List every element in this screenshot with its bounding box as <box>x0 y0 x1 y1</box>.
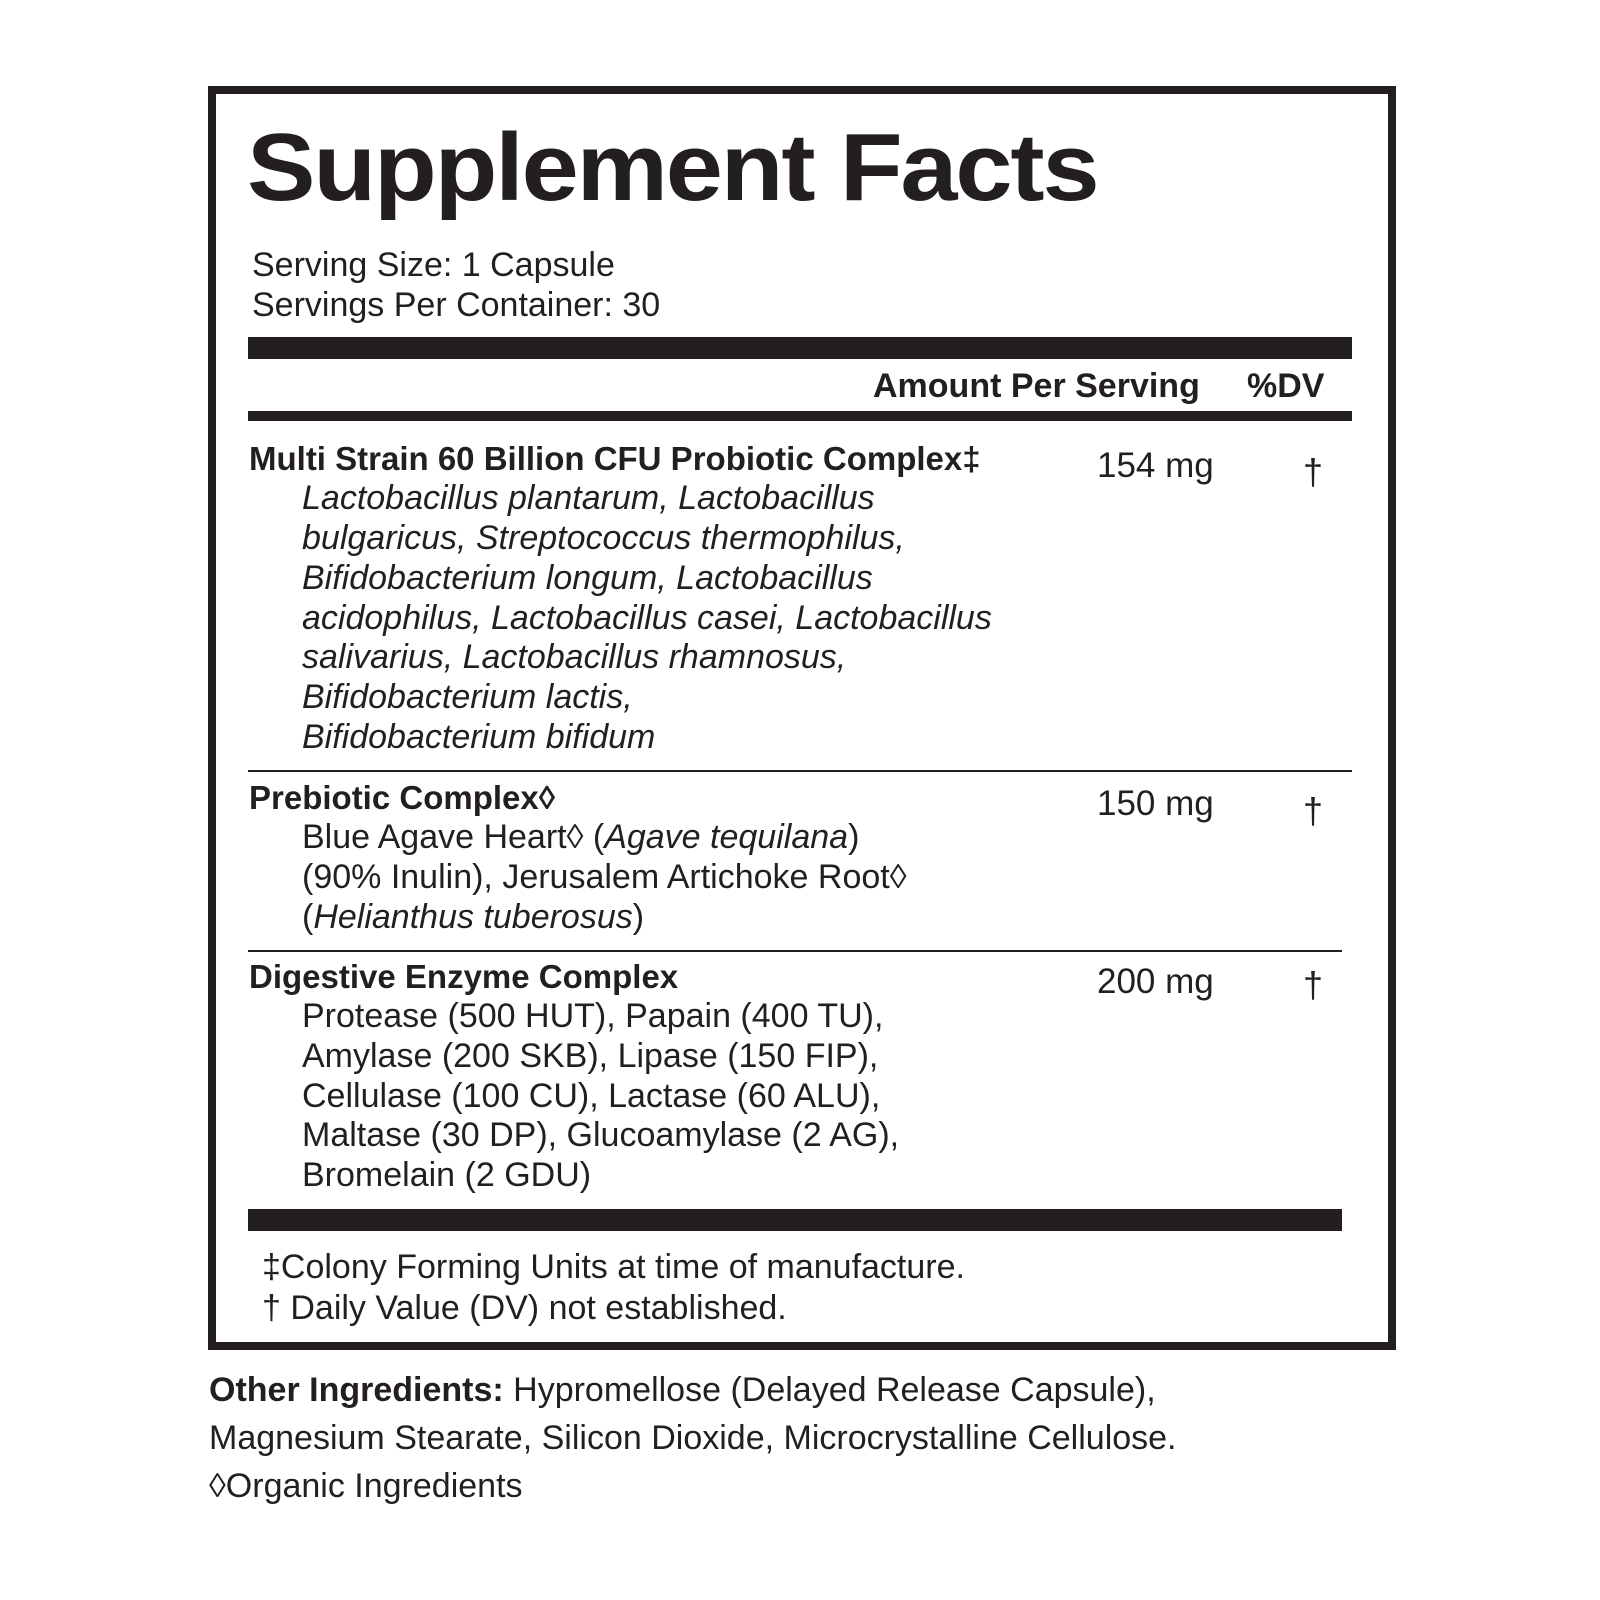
thick-divider-bottom <box>248 1209 1342 1231</box>
ingredient-amount: 150 mg <box>1097 784 1214 823</box>
dv-header: %DV <box>1247 367 1325 405</box>
organic-ingredients-note: ◊Organic Ingredients <box>209 1467 523 1505</box>
ingredient-detail-line: Protease (500 HUT), Papain (400 TU), <box>302 997 884 1035</box>
servings-per-container: Servings Per Container: 30 <box>252 286 661 324</box>
ingredient-detail-line: Lactobacillus plantarum, Lactobacillus <box>302 479 875 517</box>
ingredient-detail-line: (90% Inulin), Jerusalem Artichoke Root◊ <box>302 858 907 896</box>
ingredient-detail-line: Blue Agave Heart◊ (Agave tequilana) <box>302 818 860 856</box>
footnote-cfu: ‡Colony Forming Units at time of manufacture. <box>262 1248 965 1286</box>
ingredient-name: Multi Strain 60 Billion CFU Probiotic Complex‡ <box>249 440 981 477</box>
ingredient-detail-line: Bifidobacterium bifidum <box>302 718 656 756</box>
serving-size: Serving Size: 1 Capsule <box>252 246 615 284</box>
ingredient-detail-line: Bromelain (2 GDU) <box>302 1156 592 1194</box>
ingredient-dv: † <box>1303 964 1324 1005</box>
ingredient-dv: † <box>1303 451 1324 492</box>
other-ingredients-line: Magnesium Stearate, Silicon Dioxide, Microcrystalline Cellulose. <box>209 1419 1177 1457</box>
other-ingredients: Other Ingredients: Hypromellose (Delayed Release Capsule), <box>209 1371 1156 1409</box>
ingredient-dv: † <box>1303 790 1324 831</box>
row-divider <box>248 950 1342 952</box>
ingredient-detail-line: Bifidobacterium lactis, <box>302 678 633 716</box>
ingredient-detail-line: Maltase (30 DP), Glucoamylase (2 AG), <box>302 1116 900 1154</box>
header-divider <box>248 411 1352 421</box>
other-ingredients-label: Other Ingredients: <box>209 1371 504 1409</box>
thick-divider-top <box>248 337 1352 359</box>
ingredient-detail-line: Bifidobacterium longum, Lactobacillus <box>302 559 873 597</box>
ingredient-detail-line: (Helianthus tuberosus) <box>302 898 645 936</box>
panel-title: Supplement Facts <box>247 114 1098 221</box>
ingredient-detail-line: bulgaricus, Streptococcus thermophilus, <box>302 519 905 557</box>
ingredient-detail-line: Cellulase (100 CU), Lactase (60 ALU), <box>302 1077 881 1115</box>
amount-per-serving-header: Amount Per Serving <box>873 367 1200 405</box>
ingredient-amount: 200 mg <box>1097 962 1214 1001</box>
footnote-dv: † Daily Value (DV) not established. <box>262 1289 787 1327</box>
ingredient-name: Digestive Enzyme Complex <box>249 958 679 995</box>
ingredient-amount: 154 mg <box>1097 446 1214 485</box>
ingredient-detail-line: acidophilus, Lactobacillus casei, Lactobacillus <box>302 599 992 637</box>
row-divider <box>248 770 1352 772</box>
ingredient-detail-line: Amylase (200 SKB), Lipase (150 FIP), <box>302 1037 879 1075</box>
ingredient-name: Prebiotic Complex◊ <box>249 779 556 816</box>
ingredient-detail-line: salivarius, Lactobacillus rhamnosus, <box>302 638 847 676</box>
